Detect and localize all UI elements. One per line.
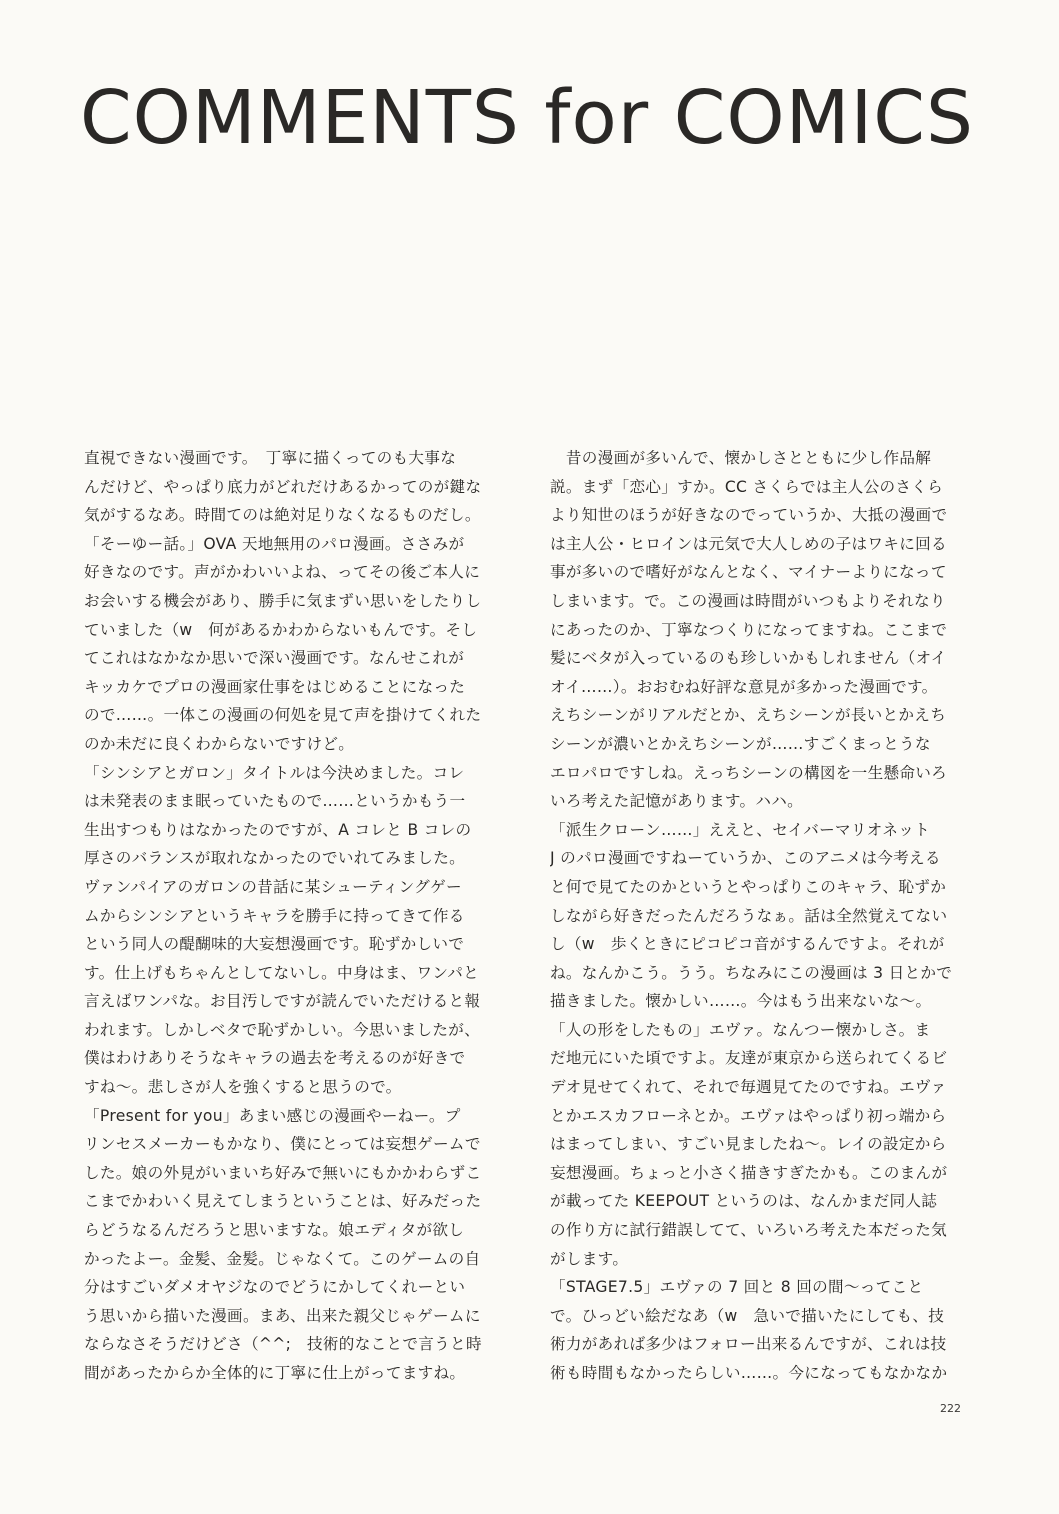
right-text-column <box>550 444 970 1388</box>
text-line: んだけど、やっぱり底力がどれだけあるかってのが鍵な <box>84 477 482 496</box>
text-line: がします。 <box>550 1249 629 1268</box>
text-line: で。ひっどい絵だなあ（w 急いで描いたにしても、技 <box>550 1306 945 1325</box>
text-line: ムからシンシアというキャラを勝手に持ってきて作る <box>84 906 465 925</box>
text-line: 直視できない漫画です。 丁寧に描くってのも大事な <box>84 449 457 467</box>
text-line: しながら好きだったんだろうなぁ。話は全然覚えてない <box>550 906 948 925</box>
text-line: キッカケでプロの漫画家仕事をはじめることになった <box>84 677 466 696</box>
text-line: 説。まず「恋心」すか。CC さくらでは主人公のさくら <box>550 477 944 496</box>
text-line: す。仕上げもちゃんとしてないし。中身はま、ワンパと <box>84 963 480 982</box>
text-line: 厚さのバランスが取れなかったのでいれてみました。 <box>84 849 465 868</box>
text-line: 生出すつもりはなかったのですが、A コレと B コレの <box>84 820 472 839</box>
text-line: シーンが濃いとかえちシーンが……すごくまっとうな <box>550 734 931 753</box>
text-line: 「人の形をしたもの」エヴァ。なんつー懐かしさ。ま <box>550 1020 931 1039</box>
text-line: リンセスメーカーもかなり、僕にとっては妄想ゲームで <box>84 1135 481 1154</box>
text-line: 「そーゆー話。」OVA 天地無用のパロ漫画。ささみが <box>84 534 465 553</box>
text-line: 言えばワンパな。お目汚しですが読んでいただけると報 <box>84 992 481 1011</box>
text-line: と何で見てたのかというとやっぱりこのキャラ、恥ずか <box>550 877 947 896</box>
text-line: う思いから描いた漫画。まあ、出来た親父じゃゲームに <box>84 1306 481 1325</box>
text-line: J のパロ漫画ですねーていうか、このアニメは今考える <box>550 849 941 868</box>
text-line: ならなさそうだけどさ（^^; 技術的なことで言うと時 <box>84 1335 482 1354</box>
text-line: の作り方に試行錯誤してて、いろいろ考えた本だった気 <box>550 1221 948 1240</box>
text-line: は未発表のまま眠っていたもので……というかもう一 <box>84 792 466 811</box>
text-line: した。娘の外見がいまいち好みで無いにもかかわらずこ <box>84 1163 482 1182</box>
text-line: われます。しかしベタで恥ずかしい。今思いましたが、 <box>84 1020 481 1039</box>
text-line: エロパロですしね。えっちシーンの構図を一生懸命いろ <box>550 763 948 782</box>
text-line: デオ見せてくれて、それで毎週見てたのですね。エヴァ <box>550 1078 947 1097</box>
text-line: 分はすごいダメオヤジなのでどうにかしてくれーとい <box>84 1278 466 1297</box>
page-title: COMMENTS for COMICS <box>80 75 974 161</box>
text-line: 僕はわけありそうなキャラの過去を考えるのが好きで <box>84 1049 466 1068</box>
page-number: 222 <box>940 1402 961 1415</box>
text-line: にあったのか、丁寧なつくりになってますね。ここまで <box>550 620 948 639</box>
text-line: しまいます。で。この漫画は時間がいつもよりそれなり <box>550 591 946 610</box>
text-line: ので……。一体この漫画の何処を見て声を掛けてくれた <box>84 706 482 725</box>
text-line: 描きました。懐かしい……。今はもう出来ないな〜。 <box>550 992 932 1011</box>
left-text-column <box>84 444 504 1388</box>
text-line: らどうなるんだろうと思いますな。娘エディタが欲し <box>84 1221 465 1240</box>
text-line: お会いする機会があり、勝手に気まずい思いをしたりし <box>84 591 482 610</box>
text-line: が載ってた KEEPOUT というのは、なんかまだ同人誌 <box>550 1192 938 1211</box>
text-line: とかエスカフローネとか。エヴァはやっぱり初っ端から <box>550 1106 947 1125</box>
text-line: 気がするなあ。時間てのは絶対足りなくなるものだし。 <box>84 506 481 525</box>
text-line: という同人の醍醐味的大妄想漫画です。恥ずかしいで <box>84 935 465 954</box>
text-line: かったよー。金髪、金髪。じゃなくて。このゲームの自 <box>84 1249 481 1268</box>
text-line: 術力があれば多少はフォロー出来るんですが、これは技 <box>550 1335 947 1354</box>
text-line: 「シンシアとガロン」タイトルは今決めました。コレ <box>84 763 465 782</box>
text-line: 髪にベタが入っているのも珍しいかもしれません（オイ <box>550 649 947 668</box>
text-line: 昔の漫画が多いんで、懐かしさとともに少し作品解 <box>550 449 932 467</box>
text-line: はまってしまい、すごい見ましたね〜。レイの設定から <box>550 1135 947 1154</box>
text-line: 「STAGE7.5」エヴァの 7 回と 8 回の間〜ってこと <box>550 1278 924 1297</box>
text-line: ていました（w 何があるかわからないもんです。そし <box>84 620 478 639</box>
text-line: ヴァンパイアのガロンの昔話に某シューティングゲー <box>84 877 462 896</box>
text-line: オイ……）。おおむね好評な意見が多かった漫画です。 <box>550 677 938 696</box>
text-line: ね。なんかこう。うう。ちなみにこの漫画は 3 日とかで <box>550 963 953 982</box>
text-line: てこれはなかなか思いで深い漫画です。なんせこれが <box>84 649 465 668</box>
text-line: は主人公・ヒロインは元気で大人しめの子はワキに回る <box>550 534 947 553</box>
text-line: のか未だに良くわからないですけど。 <box>84 734 355 753</box>
text-line: し（w 歩くときにピコピコ音がするんですよ。それが <box>550 935 945 954</box>
text-line: 妄想漫画。ちょっと小さく描きすぎたかも。このまんが <box>550 1163 948 1182</box>
text-line: 「派生クローン……」ええと、セイバーマリオネット <box>550 820 931 839</box>
text-line: 間があったからか全体的に丁寧に仕上がってますね。 <box>84 1364 466 1382</box>
text-line: こまでかわいく見えてしまうということは、好みだった <box>84 1192 482 1211</box>
text-line: えちシーンがリアルだとか、えちシーンが長いとかえち <box>550 706 947 725</box>
text-line: すね〜。悲しさが人を強くすると思うので。 <box>84 1078 402 1097</box>
text-line: より知世のほうが好きなのでっていうか、大抵の漫画で <box>550 506 948 525</box>
text-line: 術も時間もなかったらしい……。今になってもなかなか <box>550 1364 948 1382</box>
text-line: 好きなのです。声がかわいいよね、ってその後ご本人に <box>84 563 481 582</box>
text-line: だ地元にいた頃ですよ。友達が東京から送られてくるビ <box>550 1049 948 1068</box>
text-line: 「Present for you」あまい感じの漫画やーねー。プ <box>84 1106 461 1125</box>
text-line: 事が多いので嗜好がなんとなく、マイナーよりになって <box>550 563 947 582</box>
text-line: いろ考えた記憶があります。ハハ。 <box>550 792 804 811</box>
